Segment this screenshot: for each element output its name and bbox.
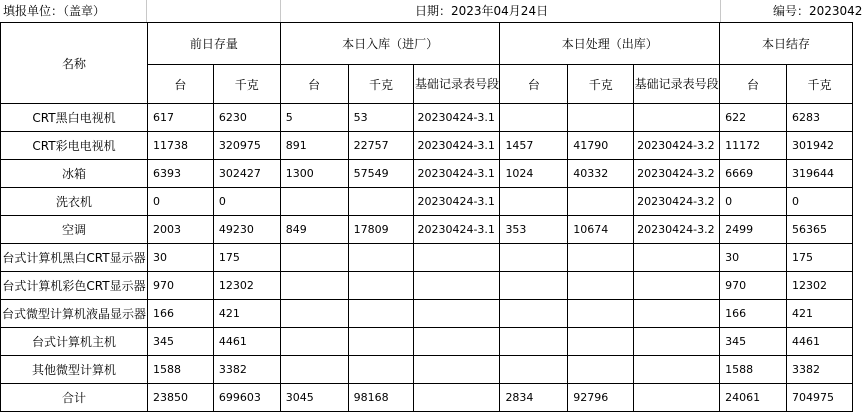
item-name-cell[interactable]: CRT彩电电视机 [1, 132, 148, 160]
total-row [1, 384, 853, 412]
col-header-kg[interactable]: 千克 [348, 65, 414, 104]
in-record-cell[interactable]: 20230424-3.1 [414, 104, 500, 132]
in-record-cell[interactable] [414, 272, 500, 300]
cell-divider [280, 0, 281, 22]
end-units-cell[interactable]: 30 [720, 244, 787, 272]
col-header-kg[interactable]: 千克 [213, 65, 280, 104]
in-record-cell[interactable]: 20230424-3.1 [414, 188, 500, 216]
table-row [1, 132, 853, 160]
table-row [1, 188, 853, 216]
end-kg-cell[interactable]: 3382 [786, 356, 852, 384]
form-header-row [0, 0, 862, 23]
in-kg-cell[interactable] [348, 356, 414, 384]
table-row [1, 104, 853, 132]
prev-kg-cell[interactable]: 0 [213, 188, 280, 216]
col-header-kg[interactable]: 千克 [786, 65, 852, 104]
prev-kg-cell[interactable]: 302427 [213, 160, 280, 188]
out-units-cell[interactable] [500, 188, 568, 216]
col-header-record-range[interactable]: 基础记录表号段 [634, 65, 720, 104]
prev-units-cell[interactable]: 2003 [147, 216, 213, 244]
in-units-cell[interactable] [280, 328, 348, 356]
table-row [1, 328, 853, 356]
prev-kg-cell[interactable]: 320975 [213, 132, 280, 160]
out-kg-cell[interactable]: 40332 [568, 160, 634, 188]
out-kg-cell[interactable] [568, 272, 634, 300]
prev-units-cell[interactable]: 345 [147, 328, 213, 356]
end-kg-cell[interactable]: 175 [786, 244, 852, 272]
item-name-cell[interactable]: 合计 [1, 384, 148, 412]
end-units-cell[interactable]: 2499 [720, 216, 787, 244]
table-row [1, 244, 853, 272]
end-kg-cell[interactable]: 56365 [786, 216, 852, 244]
out-record-cell[interactable] [634, 272, 720, 300]
out-kg-cell[interactable]: 10674 [568, 216, 634, 244]
col-group-inbound[interactable]: 本日入库（进厂） [280, 23, 500, 65]
prev-units-cell[interactable]: 1588 [147, 356, 213, 384]
out-record-cell[interactable] [634, 104, 720, 132]
in-units-cell[interactable] [280, 244, 348, 272]
in-kg-cell[interactable]: 98168 [348, 384, 414, 412]
item-name-cell[interactable]: 洗衣机 [1, 188, 148, 216]
col-header-units[interactable]: 台 [720, 65, 787, 104]
out-record-cell[interactable]: 20230424-3.2 [634, 216, 720, 244]
in-units-cell[interactable]: 849 [280, 216, 348, 244]
out-units-cell[interactable] [500, 356, 568, 384]
in-kg-cell[interactable] [348, 300, 414, 328]
table-row [1, 356, 853, 384]
out-record-cell[interactable] [634, 356, 720, 384]
end-units-cell[interactable]: 24061 [720, 384, 787, 412]
in-record-cell[interactable]: 20230424-3.1 [414, 160, 500, 188]
item-name-cell[interactable]: 台式计算机主机 [1, 328, 148, 356]
col-header-name[interactable]: 名称 [1, 23, 148, 104]
out-kg-cell[interactable] [568, 244, 634, 272]
out-record-cell[interactable] [634, 384, 720, 412]
prev-kg-cell[interactable]: 12302 [213, 272, 280, 300]
in-units-cell[interactable] [280, 188, 348, 216]
out-kg-cell[interactable] [568, 188, 634, 216]
in-kg-cell[interactable] [348, 272, 414, 300]
cell-divider [720, 0, 721, 22]
table-body [1, 104, 853, 412]
end-kg-cell[interactable]: 704975 [786, 384, 852, 412]
out-units-cell[interactable]: 1457 [500, 132, 568, 160]
in-units-cell[interactable]: 1300 [280, 160, 348, 188]
in-kg-cell[interactable] [348, 244, 414, 272]
end-units-cell[interactable]: 345 [720, 328, 787, 356]
in-units-cell[interactable]: 3045 [280, 384, 348, 412]
col-header-record-range[interactable]: 基础记录表号段 [414, 65, 500, 104]
out-units-cell[interactable]: 2834 [500, 384, 568, 412]
in-record-cell[interactable]: 20230424-3.1 [414, 216, 500, 244]
col-group-prev-stock[interactable]: 前日存量 [147, 23, 280, 65]
prev-units-cell[interactable]: 617 [147, 104, 213, 132]
col-header-units[interactable]: 台 [500, 65, 568, 104]
out-kg-cell[interactable] [568, 328, 634, 356]
in-units-cell[interactable] [280, 300, 348, 328]
cell-divider [146, 0, 147, 22]
in-kg-cell[interactable]: 53 [348, 104, 414, 132]
prev-units-cell[interactable]: 166 [147, 300, 213, 328]
in-record-cell[interactable] [414, 328, 500, 356]
out-record-cell[interactable]: 20230424-3.2 [634, 188, 720, 216]
table-row [1, 272, 853, 300]
col-header-units[interactable]: 台 [280, 65, 348, 104]
in-kg-cell[interactable]: 22757 [348, 132, 414, 160]
end-units-cell[interactable]: 11172 [720, 132, 787, 160]
item-name-cell[interactable]: CRT黑白电视机 [1, 104, 148, 132]
out-units-cell[interactable]: 1024 [500, 160, 568, 188]
end-kg-cell[interactable]: 319644 [786, 160, 852, 188]
prev-kg-cell[interactable]: 49230 [213, 216, 280, 244]
item-name-cell[interactable]: 台式微型计算机液晶显示器 [1, 300, 148, 328]
table-row [1, 216, 853, 244]
in-units-cell[interactable]: 5 [280, 104, 348, 132]
out-record-cell[interactable]: 20230424-3.2 [634, 160, 720, 188]
date-label[interactable]: 日期：2023年04月24日 [415, 4, 549, 18]
end-units-cell[interactable]: 0 [720, 188, 787, 216]
in-units-cell[interactable] [280, 356, 348, 384]
out-kg-cell[interactable]: 41790 [568, 132, 634, 160]
item-name-cell[interactable]: 空调 [1, 216, 148, 244]
col-header-kg[interactable]: 千克 [568, 65, 634, 104]
out-kg-cell[interactable] [568, 300, 634, 328]
out-kg-cell[interactable] [568, 104, 634, 132]
in-record-cell[interactable] [414, 300, 500, 328]
out-units-cell[interactable] [500, 300, 568, 328]
prev-kg-cell[interactable]: 699603 [213, 384, 280, 412]
prev-kg-cell[interactable]: 175 [213, 244, 280, 272]
end-kg-cell[interactable]: 4461 [786, 328, 852, 356]
end-kg-cell[interactable]: 12302 [786, 272, 852, 300]
item-name-cell[interactable]: 冰箱 [1, 160, 148, 188]
prev-units-cell[interactable]: 970 [147, 272, 213, 300]
inventory-table [0, 22, 853, 412]
in-kg-cell[interactable] [348, 328, 414, 356]
item-name-cell[interactable]: 台式计算机黑白CRT显示器 [1, 244, 148, 272]
out-units-cell[interactable] [500, 328, 568, 356]
end-kg-cell[interactable]: 6283 [786, 104, 852, 132]
prev-units-cell[interactable]: 0 [147, 188, 213, 216]
col-group-ending-stock[interactable]: 本日结存 [720, 23, 853, 65]
prev-kg-cell[interactable]: 4461 [213, 328, 280, 356]
table-row [1, 160, 853, 188]
serial-label[interactable]: 编号：2023042 [773, 4, 862, 18]
out-record-cell[interactable] [634, 328, 720, 356]
out-units-cell[interactable] [500, 244, 568, 272]
end-units-cell[interactable]: 970 [720, 272, 787, 300]
prev-kg-cell[interactable]: 421 [213, 300, 280, 328]
end-kg-cell[interactable]: 301942 [786, 132, 852, 160]
out-units-cell[interactable] [500, 272, 568, 300]
prev-kg-cell[interactable]: 6230 [213, 104, 280, 132]
end-units-cell[interactable]: 166 [720, 300, 787, 328]
unit-label[interactable]: 填报单位：（盖章） [3, 4, 106, 18]
end-units-cell[interactable]: 6669 [720, 160, 787, 188]
out-units-cell[interactable] [500, 104, 568, 132]
in-units-cell[interactable] [280, 272, 348, 300]
in-kg-cell[interactable]: 57549 [348, 160, 414, 188]
in-record-cell[interactable] [414, 244, 500, 272]
out-kg-cell[interactable]: 92796 [568, 384, 634, 412]
prev-units-cell[interactable]: 11738 [147, 132, 213, 160]
end-units-cell[interactable]: 622 [720, 104, 787, 132]
prev-units-cell[interactable]: 23850 [147, 384, 213, 412]
out-units-cell[interactable]: 353 [500, 216, 568, 244]
end-kg-cell[interactable]: 0 [786, 188, 852, 216]
in-record-cell[interactable]: 20230424-3.1 [414, 132, 500, 160]
out-record-cell[interactable] [634, 300, 720, 328]
out-kg-cell[interactable] [568, 356, 634, 384]
item-name-cell[interactable]: 其他微型计算机 [1, 356, 148, 384]
in-units-cell[interactable]: 891 [280, 132, 348, 160]
in-record-cell[interactable] [414, 356, 500, 384]
end-units-cell[interactable]: 1588 [720, 356, 787, 384]
header-row-groups [1, 23, 853, 65]
end-kg-cell[interactable]: 421 [786, 300, 852, 328]
out-record-cell[interactable]: 20230424-3.2 [634, 132, 720, 160]
item-name-cell[interactable]: 台式计算机彩色CRT显示器 [1, 272, 148, 300]
in-kg-cell[interactable] [348, 188, 414, 216]
in-record-cell[interactable] [414, 384, 500, 412]
col-group-processed[interactable]: 本日处理（出库） [500, 23, 720, 65]
out-record-cell[interactable] [634, 244, 720, 272]
prev-units-cell[interactable]: 30 [147, 244, 213, 272]
prev-units-cell[interactable]: 6393 [147, 160, 213, 188]
table-row [1, 300, 853, 328]
prev-kg-cell[interactable]: 3382 [213, 356, 280, 384]
col-header-units[interactable]: 台 [147, 65, 213, 104]
in-kg-cell[interactable]: 17809 [348, 216, 414, 244]
